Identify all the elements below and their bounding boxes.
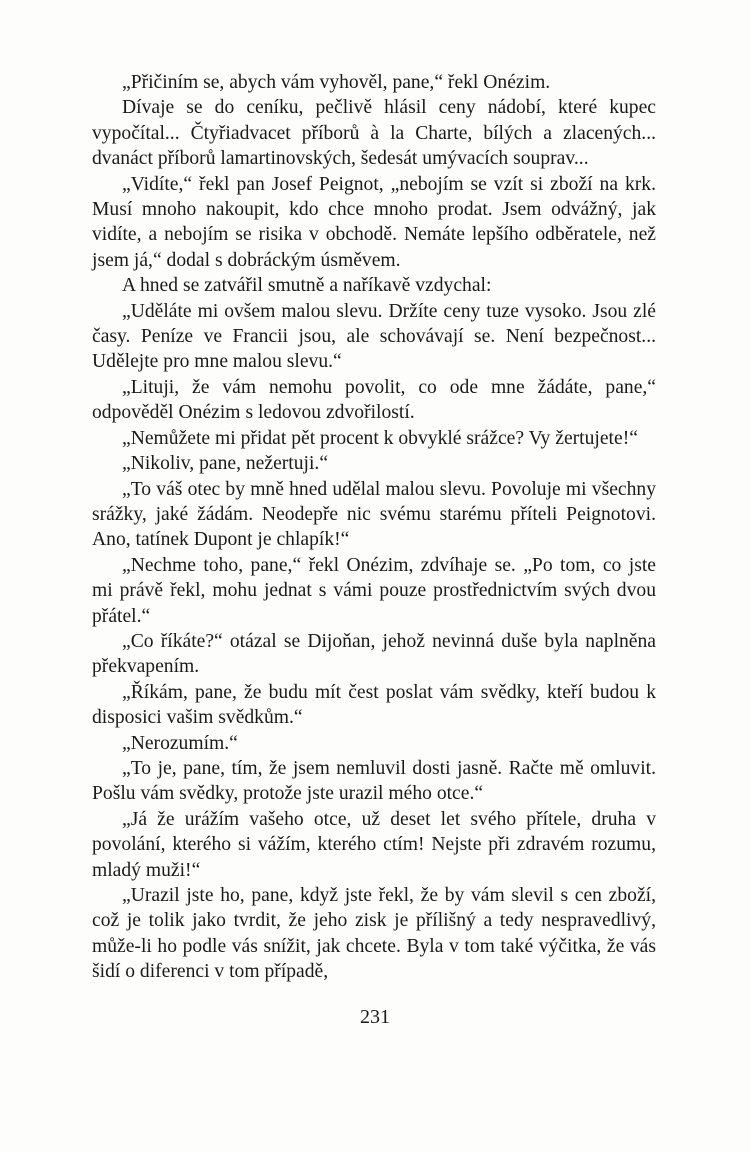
- page-number: 231: [360, 1006, 390, 1028]
- paragraph-7: „Nemůžete mi přidat pět procent k obvyklé srážce? Vy žertujete!“: [122, 427, 638, 449]
- paragraph-10: „Nechme toho, pane,“ řekl Onézim, zdvíhaje se. „Po tom, co jste mi právě řekl, mohu jednat s vámi pouze prostřednictvím svých dvou přátel.“: [92, 554, 656, 627]
- paragraph-15: „Já že urážím vašeho otce, už deset let svého přítele, druha v povolání, kterého si vážím, kterého ctím! Nejste při zdravém rozumu, mladý muži!“: [92, 808, 656, 881]
- paragraph-6: „Lituji, že vám nemohu povolit, co ode mne žádáte, pane,“ odpověděl Onézim s ledovou zdvořilostí.: [92, 376, 656, 424]
- paragraph-16: „Urazil jste ho, pane, když jste řekl, že by vám slevil s cen zboží, což je tolik jako tvrdit, že jeho zisk je přílišný a tedy nespravedlivý, může-li ho podle vás snížit, jak chcete. Byla v tom také výčitka, že vás šidí o diferenci v tom případě,: [92, 885, 656, 983]
- paragraph-14: „To je, pane, tím, že jsem nemluvil dosti jasně. Račte mě omluvit. Pošlu vám svědky, protože jste urazil mého otce.“: [92, 757, 656, 805]
- paragraph-9: „To váš otec by mně hned udělal malou slevu. Povoluje mi všechny srážky, jaké žádám. Neodepře nic svému starému příteli Peignotovi. Ano, tatínek Dupont je chlapík!“: [92, 478, 656, 551]
- body-text: [92, 70, 656, 985]
- paragraph-12: „Říkám, pane, že budu mít čest poslat vám svědky, kteří budou k disposici vašim svědkům.“: [92, 681, 656, 729]
- paragraph-4: A hned se zatvářil smutně a naříkavě vzdychal:: [122, 275, 492, 297]
- paragraph-3: „Vidíte,“ řekl pan Josef Peignot, „nebojím se vzít si zboží na krk. Musí mnoho nakoupit, kdo chce mnoho prodat. Jsem odvážný, jak vidíte, a nebojím se risika v obchodě. Nemáte lepšího odběratele, než jsem já,“ dodal s dobráckým úsměvem.: [92, 173, 656, 271]
- paragraph-8: „Nikoliv, pane, nežertuji.“: [122, 453, 329, 475]
- paragraph-11: „Co říkáte?“ otázal se Dijoňan, jehož nevinná duše byla naplněna překvapením.: [92, 630, 656, 678]
- paragraph-2: Dívaje se do ceníku, pečlivě hlásil ceny nádobí, které kupec vypočítal... Čtyřiadvacet příborů à la Charte, bílých a zlacených... dvanáct příborů lamartinovských, šedesát umývacích souprav...: [92, 97, 656, 170]
- paragraph-1: „Přičiním se, abych vám vyhověl, pane,“ řekl Onézim.: [122, 72, 551, 93]
- paragraph-5: „Uděláte mi ovšem malou slevu. Držíte ceny tuze vysoko. Jsou zlé časy. Peníze ve Francii jsou, ale schovávají se. Není bezpečnost... Udělejte pro mne malou slevu.“: [92, 300, 656, 373]
- paragraph-13: „Nerozumím.“: [122, 732, 238, 754]
